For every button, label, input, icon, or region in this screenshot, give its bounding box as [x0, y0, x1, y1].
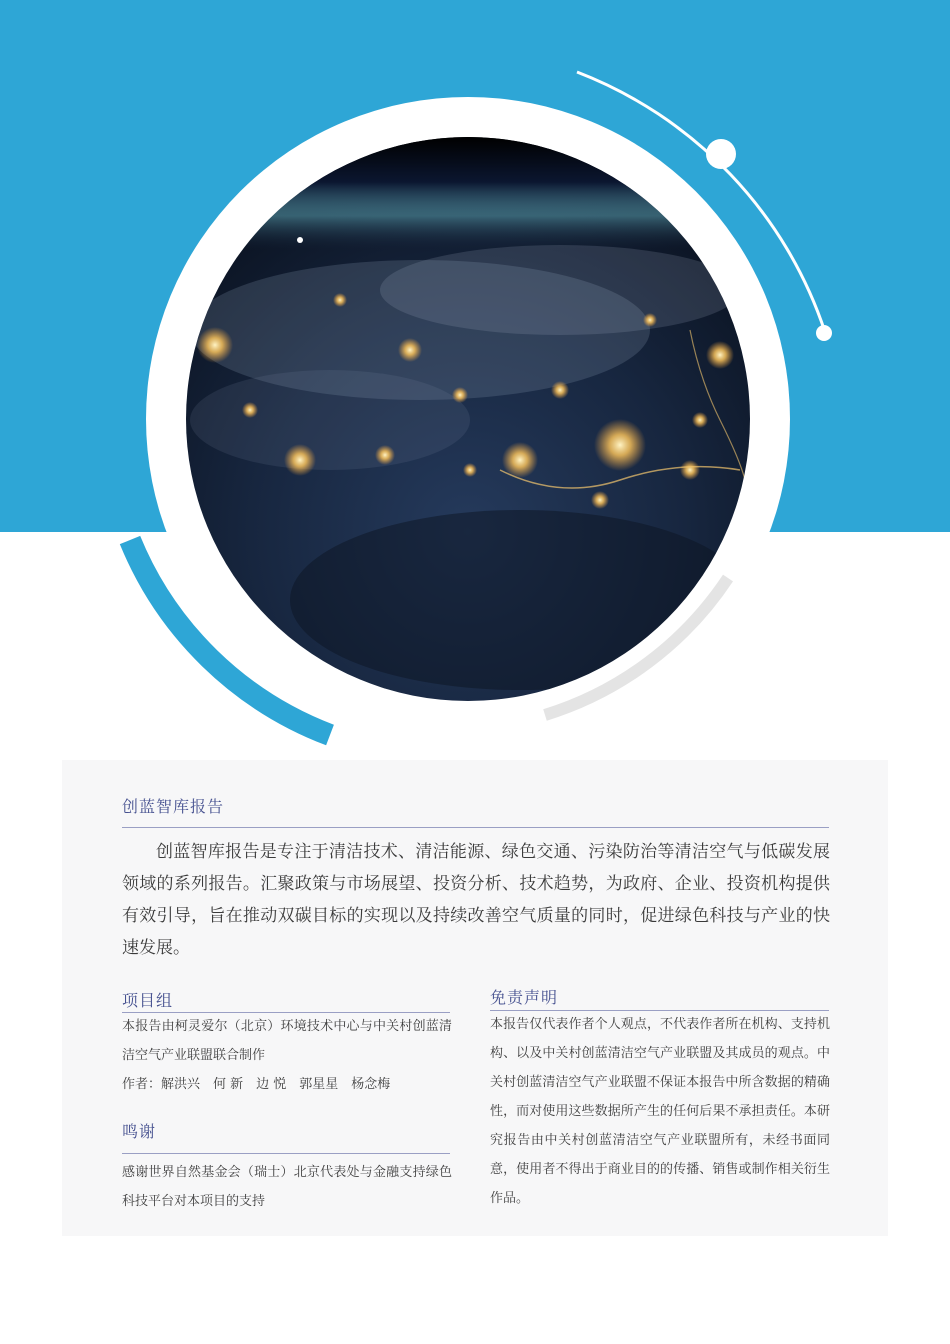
disclaimer-title: 免责声明: [490, 988, 559, 1007]
orbit-dot-small: [816, 325, 832, 341]
project-team-text: 本报告由柯灵爱尔（北京）环境技术中心与中关村创蓝清洁空气产业联盟联合制作: [122, 1019, 452, 1063]
intro-divider: [122, 827, 829, 828]
intro-text: 创蓝智库报告是专注于清洁技术、清洁能源、绿色交通、污染防治等清洁空气与低碳发展领域的系列报告。汇聚政策与市场展望、投资分析、技术趋势，为政府、企业、投资机构提供有效引导，旨在推动双碳目标的实现以及持续改善空气质量的同时，促进绿色科技与产业的快速发展。: [122, 842, 830, 958]
disclaimer-text: 本报告仅代表作者个人观点，不代表作者所在机构、支持机构、以及中关村创蓝清洁空气产业联盟及其成员的观点。中关村创蓝清洁空气产业联盟不保证本报告中所含数据的精确性，而对使用这些数据所产生的任何后果不承担责任。本研究报告由中关村创蓝清洁空气产业联盟所有，未经书面同意，使用者不得出于商业目的的传播、销售或制作相关衍生作品。: [490, 1017, 830, 1206]
acknowledgement-title: 鸣谢: [122, 1122, 157, 1141]
earth-photo: [186, 137, 750, 701]
acknowledgement-divider: [122, 1153, 450, 1154]
project-team-title: 项目组: [122, 991, 174, 1010]
orbit-dot-large: [706, 139, 736, 169]
acknowledgement-text: 感谢世界自然基金会（瑞士）北京代表处与金融支持绿色科技平台对本项目的支持: [122, 1165, 452, 1209]
intro-title: 创蓝智库报告: [122, 797, 225, 816]
authors-text: 作者：解洪兴 何 新 边 悦 郭星星 杨念梅: [122, 1077, 391, 1092]
